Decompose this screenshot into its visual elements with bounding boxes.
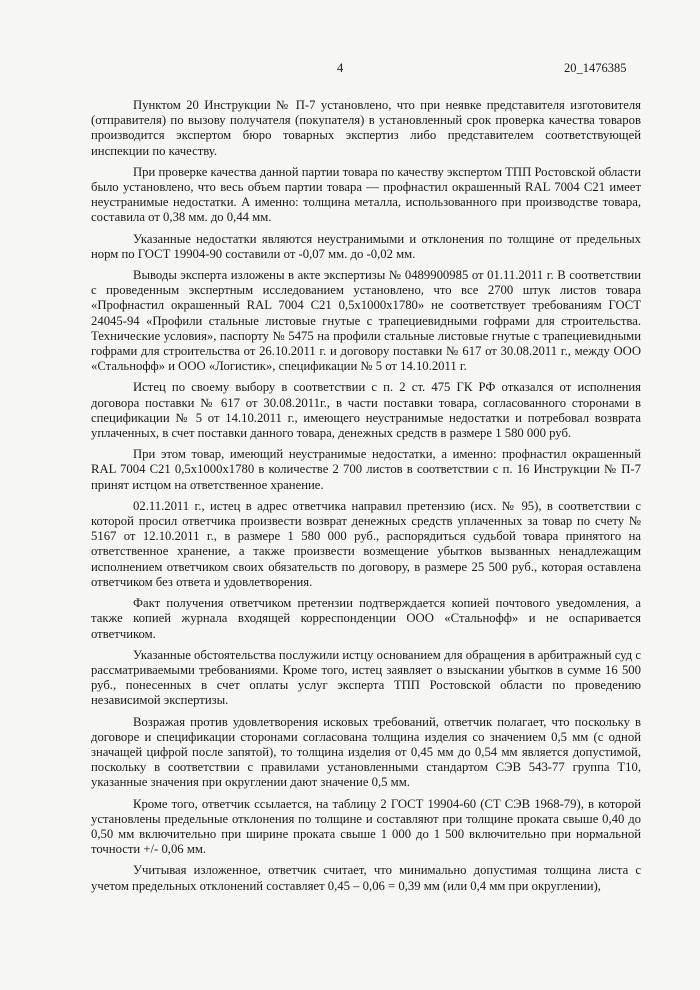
- paragraph: Кроме того, ответчик ссылается, на таблицу 2 ГОСТ 19904-60 (СТ СЭВ 1968-79), в которой установлены предельные отклонения по толщине и составляют при толщине проката свыше 0,40 до 0,50 мм включительно при ширине проката свыше 1 000 до 1 500 включительно при нормальной точности +/- 0,06 мм.: [91, 796, 641, 857]
- paragraph: Указанные недостатки являются неустранимыми и отклонения по толщине от предельных норм по ГОСТ 19904-90 составили от -0,07 мм. до -0,02 мм.: [91, 231, 641, 261]
- paragraph: Возражая против удовлетворения исковых требований, ответчик полагает, что поскольку в договоре и спецификации сторонами согласована толщина изделия со значением 0,5 мм (с одной значащей цифрой после запятой), то толщина изделия от 0,45 мм до 0,54 мм является допустимой, поскольку в соответствии с правилами установленными стандартом СЭВ 543-77 группа Т10, указанные значения при округлении дают значение 0,5 мм.: [91, 714, 641, 790]
- paragraph: Выводы эксперта изложены в акте экспертизы № 0489900985 от 01.11.2011 г. В соответствии с проведенным экспертным исследованием установлено, что все 2700 штук листов товара «Профнастил окрашенный RAL 7004 С21 0,5х1000х1780» не соответствует требованиям ГОСТ 24045-94 «Профили стальные листовые гнутые с трапециевидными гофрами для строительства. Технические условия», паспорту № 5475 на профили стальные листовые гнутые с трапециевидными гофрами для строительства от 26.10.2011 г. и договору поставки № 617 от 30.08.2011 г., между ООО «Стальнофф» и ООО «Логистик», спецификации № 5 от 14.10.2011 г.: [91, 268, 641, 374]
- page-number: 4: [337, 61, 344, 75]
- paragraph: Истец по своему выбору в соответствии с п. 2 ст. 475 ГК РФ отказался от исполнения договора поставки № 617 от 30.08.2011г., в части поставки товара, согласованного сторонами в спецификации № 5 от 14.10.2011 г., имеющего неустранимые недостатки и потребовал возврата уплаченных, в счет поставки данного товара, денежных средств в размере 1 580 000 руб.: [91, 380, 641, 441]
- paragraph: При этом товар, имеющий неустранимые недостатки, а именно: профнастил окрашенный RAL 7004 С21 0,5х1000х1780 в количестве 2 700 листов в соответствии с п. 16 Инструкции № П-7 принят истцом на ответственное хранение.: [91, 447, 641, 492]
- paragraph: Факт получения ответчиком претензии подтверждается копией почтового уведомления, а также копией журнала входящей корреспонденции ООО «Стальнофф» и не оспаривается ответчиком.: [91, 596, 641, 641]
- paragraph: Пунктом 20 Инструкции № П-7 установлено, что при неявке представителя изготовителя (отправителя) по вызову получателя (покупателя) в установленный срок проверка качества товаров производится экспертом бюро товарных экспертиз либо представителем соответствующей инспекции по качеству.: [91, 98, 641, 158]
- paragraph: Учитывая изложенное, ответчик считает, что минимально допустимая толщина листа с учетом предельных отклонений составляет 0,45 – 0,06 = 0,39 мм (или 0,4 мм при округлении),: [91, 863, 641, 893]
- paragraph: При проверке качества данной партии товара по качеству экспертом ТПП Ростовской области было установлено, что весь объем партии товара — профнастил окрашенный RAL 7004 С21 имеет неустранимые недостатки. А именно: толщина металла, использованного при производстве товара, составила от 0,38 мм. до 0,44 мм.: [91, 164, 641, 225]
- paragraph: 02.11.2011 г., истец в адрес ответчика направил претензию (исх. № 95), в соответствии с которой просил ответчика произвести возврат денежных средств уплаченных за товар по счету № 5167 от 12.10.2011 г., в размере 1 580 000 руб., распорядиться судьбой товара принятого на ответственное хранение, а также произвести возмещение убытков вызванных ненадлежащим исполнением ответчиком своих обязательств по договору, в размере 25 500 руб., которая оставлена ответчиком без ответа и удовлетворения.: [91, 498, 641, 589]
- document-id: 20_1476385: [564, 61, 627, 75]
- document-body: [91, 98, 641, 900]
- paragraph: Указанные обстоятельства послужили истцу основанием для обращения в арбитражный суд с рассматриваемыми требованиями. Кроме того, истец заявляет о взыскании убытков в сумме 16 500 руб., понесенных в счет оплаты услуг эксперта ТПП Ростовской области по проведению независимой экспертизы.: [91, 647, 641, 708]
